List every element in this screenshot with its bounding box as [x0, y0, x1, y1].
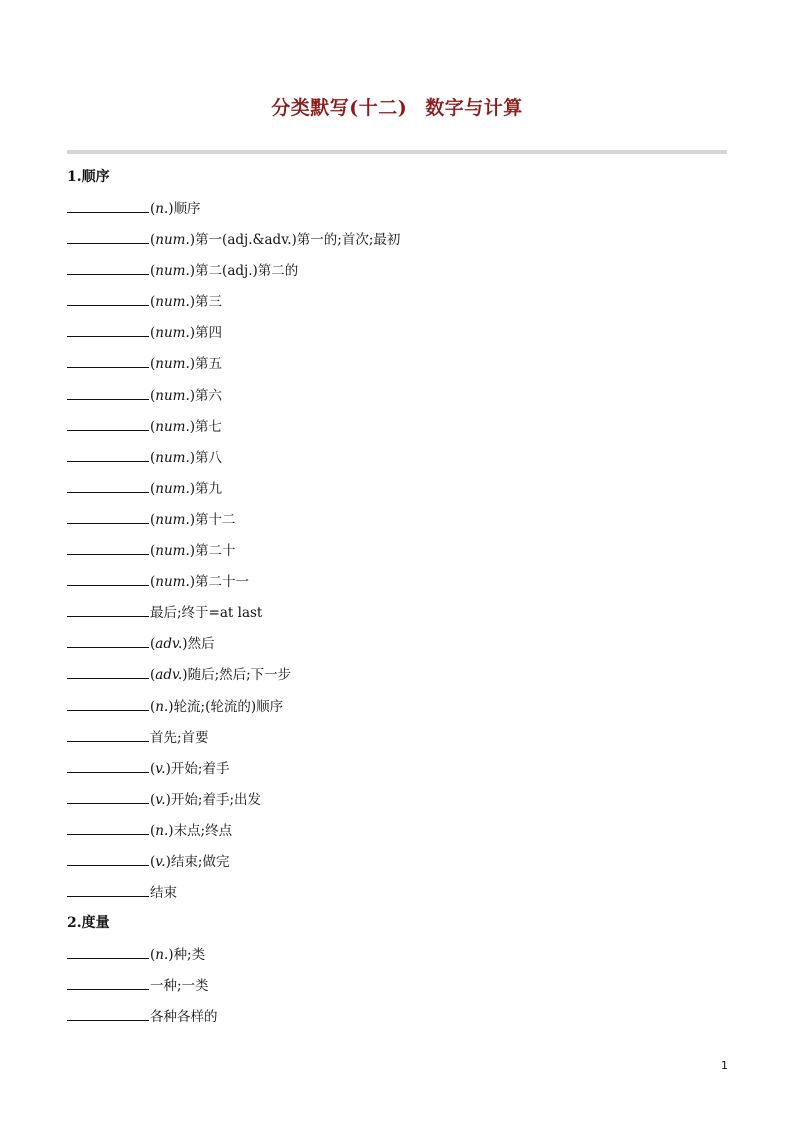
meaning-text: 结束;做完 [170, 853, 230, 870]
paren: ( [150, 449, 156, 466]
vocab-item [67, 663, 727, 694]
paren: ) [182, 636, 188, 653]
answer-blank[interactable] [67, 508, 149, 524]
paren: ) [165, 853, 171, 870]
part-of-speech: num. [155, 325, 190, 342]
answer-blank[interactable] [67, 321, 149, 337]
paren: ) [189, 232, 196, 249]
paren: ) [168, 698, 174, 715]
vocab-item [67, 197, 727, 228]
vocab-item [67, 352, 727, 383]
paren: ) [189, 543, 196, 560]
paren: ) [165, 791, 171, 808]
part-of-speech: v. [155, 760, 166, 777]
meaning-text: 一种;一类 [150, 978, 209, 995]
vocab-item [67, 881, 727, 912]
answer-blank[interactable] [67, 819, 149, 835]
paren: ( [150, 760, 156, 777]
vocab-item [67, 570, 727, 601]
meaning-text: 末点;终点 [173, 822, 233, 839]
part-of-speech: num. [155, 480, 190, 497]
paren: ( [150, 543, 156, 560]
vocab-item [67, 943, 727, 974]
answer-blank[interactable] [67, 415, 149, 431]
vocab-item [67, 477, 727, 508]
part-of-speech: num. [155, 263, 190, 280]
paren: ) [189, 511, 196, 528]
part-of-speech: n. [155, 822, 169, 839]
vocab-item [67, 819, 727, 850]
vocab-item [67, 384, 727, 415]
meaning-text: 第一(adj.&adv.)第一的;首次;最初 [195, 232, 401, 249]
paren: ( [150, 636, 156, 653]
meaning-text: 第六 [195, 387, 223, 404]
vocab-item [67, 788, 727, 819]
paren: ) [182, 667, 188, 684]
title-main: 分类默写(十二) [271, 97, 408, 119]
answer-blank[interactable] [67, 446, 149, 462]
answer-blank[interactable] [67, 663, 149, 679]
paren: ) [189, 294, 196, 311]
paren: ) [168, 201, 174, 217]
meaning-text: 第三 [195, 294, 223, 311]
paren: ( [150, 294, 156, 311]
meaning-text: 第八 [195, 449, 223, 466]
meaning-text: 第十二 [195, 511, 236, 528]
answer-blank[interactable] [67, 850, 149, 866]
part-of-speech: v. [155, 853, 166, 870]
paren: ) [165, 760, 171, 777]
vocab-item [67, 259, 727, 290]
meaning-text: 轮流;(轮流的)顺序 [173, 698, 284, 715]
meaning-text: 种;类 [173, 947, 206, 964]
meaning-text: 顺序 [173, 201, 201, 217]
answer-blank[interactable] [67, 352, 149, 368]
vocab-item [67, 757, 727, 788]
vocab-item [67, 601, 727, 632]
part-of-speech: n. [155, 947, 169, 964]
part-of-speech: num. [155, 418, 190, 435]
paren: ( [150, 201, 156, 217]
answer-blank[interactable] [67, 632, 149, 648]
vocab-item [67, 632, 727, 663]
answer-blank[interactable] [67, 974, 149, 990]
meaning-text: 第二十一 [195, 574, 250, 591]
page-title [0, 93, 794, 120]
paren: ( [150, 232, 156, 249]
paren: ( [150, 947, 156, 964]
paren: ) [189, 356, 196, 373]
answer-blank[interactable] [67, 197, 149, 213]
part-of-speech: num. [155, 356, 190, 373]
meaning-text: 开始;着手;出发 [170, 791, 261, 808]
paren: ( [150, 356, 156, 373]
answer-blank[interactable] [67, 943, 149, 959]
paren: ( [150, 263, 156, 280]
answer-blank[interactable] [67, 259, 149, 275]
part-of-speech: adv. [155, 667, 183, 684]
paren: ( [150, 511, 156, 528]
vocab-item [67, 321, 727, 352]
paren: ( [150, 387, 156, 404]
vocab-item [67, 415, 727, 446]
worksheet-body [67, 166, 727, 1036]
answer-blank[interactable] [67, 539, 149, 555]
part-of-speech: v. [155, 791, 166, 808]
paren: ( [150, 853, 156, 870]
meaning-text: 各种各样的 [150, 1009, 218, 1026]
part-of-speech: num. [155, 294, 190, 311]
vocab-item [67, 446, 727, 477]
meaning-text: 最后;终于=at last [150, 605, 263, 622]
meaning-text: 开始;着手 [170, 760, 230, 777]
answer-blank[interactable] [67, 477, 149, 493]
section-heading: 1.顺序 [67, 169, 110, 185]
part-of-speech: num. [155, 232, 190, 249]
vocab-item [67, 695, 727, 726]
meaning-text: 第二(adj.)第二的 [195, 263, 299, 280]
paren: ) [189, 387, 196, 404]
answer-blank[interactable] [67, 881, 149, 897]
paren: ) [189, 480, 196, 497]
paren: ) [189, 574, 196, 591]
paren: ( [150, 325, 156, 342]
vocab-item [67, 508, 727, 539]
paren: ( [150, 480, 156, 497]
section-heading: 2.度量 [67, 915, 110, 932]
paren: ) [189, 418, 196, 435]
paren: ) [189, 325, 196, 342]
answer-blank[interactable] [67, 570, 149, 586]
meaning-text: 随后;然后;下一步 [187, 667, 292, 684]
paren: ( [150, 822, 156, 839]
part-of-speech: n. [155, 201, 169, 217]
answer-blank[interactable] [67, 1005, 149, 1021]
paren: ) [189, 449, 196, 466]
answer-blank[interactable] [67, 726, 149, 742]
meaning-text: 第五 [195, 356, 223, 373]
paren: ) [168, 822, 174, 839]
paren: ( [150, 791, 156, 808]
meaning-text: 第二十 [195, 543, 236, 560]
title-sub: 数字与计算 [425, 97, 523, 119]
vocab-item [67, 850, 727, 881]
page-number: 1 [721, 1059, 728, 1072]
part-of-speech: n. [155, 698, 169, 715]
paren: ( [150, 574, 156, 591]
answer-blank[interactable] [67, 695, 149, 711]
meaning-text: 第七 [195, 418, 223, 435]
paren: ) [189, 263, 196, 280]
meaning-text: 第四 [195, 325, 223, 342]
part-of-speech: num. [155, 449, 190, 466]
meaning-text: 第九 [195, 480, 223, 497]
answer-blank[interactable] [67, 601, 149, 617]
vocab-item [67, 1005, 727, 1036]
meaning-text: 首先;首要 [150, 729, 209, 746]
vocab-item [67, 539, 727, 570]
vocab-item [67, 290, 727, 321]
answer-blank[interactable] [67, 788, 149, 804]
answer-blank[interactable] [67, 228, 149, 244]
meaning-text: 然后 [187, 636, 215, 653]
paren: ( [150, 418, 156, 435]
paren: ( [150, 698, 156, 715]
vocab-item [67, 228, 727, 259]
vocab-item [67, 974, 727, 1005]
paren: ( [150, 667, 156, 684]
part-of-speech: num. [155, 574, 190, 591]
answer-blank[interactable] [67, 757, 149, 773]
part-of-speech: num. [155, 543, 190, 560]
part-of-speech: num. [155, 387, 190, 404]
part-of-speech: adv. [155, 636, 183, 653]
answer-blank[interactable] [67, 384, 149, 400]
part-of-speech: num. [155, 511, 190, 528]
paren: ) [168, 947, 174, 964]
header-divider [67, 150, 727, 154]
answer-blank[interactable] [67, 290, 149, 306]
vocab-item [67, 726, 727, 757]
meaning-text: 结束 [150, 885, 177, 902]
